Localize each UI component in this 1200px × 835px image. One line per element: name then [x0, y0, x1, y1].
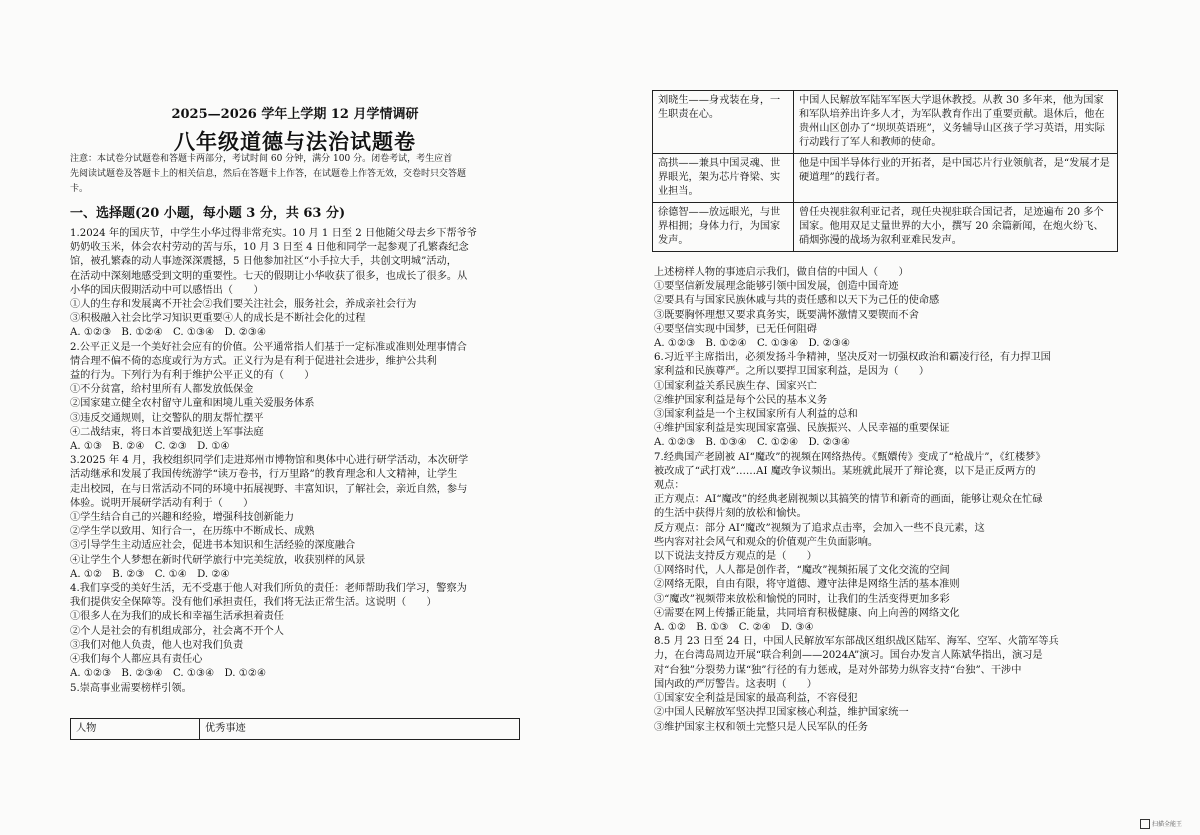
watermark-text: 扫描全能王	[1151, 820, 1182, 828]
question-line: A. ①② B. ②③ C. ①④ D. ②④	[70, 568, 230, 580]
question-line: ②个人是社会的有机组成部分，社会离不开个人	[70, 625, 284, 637]
question-line: 国内政的严厉警告。这表明（ ）	[654, 678, 817, 690]
question-line: A. ①②③ B. ①②④ C. ①③④ D. ②③④	[654, 338, 851, 350]
question-line: ④要坚信实现中国梦，已无任何阻碍	[654, 323, 817, 335]
role-model-table-header	[70, 718, 520, 740]
table-header-deeds: 优秀事迹	[200, 719, 520, 740]
question-line: ④我们每个人都应具有责任心	[70, 654, 203, 666]
deeds-cell: 中国人民解放军陆军军医大学退休教授。从教 30 多年来，他为国家和军队培养出许多人才，为军队教育作出了重要贡献。退休后，他在贵州山区创办了“坝坝英语班”，义务辅导山区孩子学习英语，用实际行动践行了军人和教师的使命。	[794, 91, 1118, 154]
question-line: A. ①②③ B. ①③④ C. ①②④ D. ②③④	[654, 437, 851, 449]
qr-code-icon	[1140, 819, 1150, 829]
exam-title: 八年级道德与法治试题卷	[174, 129, 416, 154]
question-line: A. ①② B. ①③ C. ②④ D. ③④	[654, 622, 814, 634]
question-line: 反方观点：部分 AI“魔改”视频为了追求点击率，会加入一些不良元素，这	[654, 522, 985, 534]
question-line: A. ①②③ B. ①②④ C. ①③④ D. ②③④	[70, 327, 267, 339]
table-row	[71, 719, 520, 740]
question-line: 在活动中深刻地感受到文明的重要性。七天的假期让小华收获了很多，也成长了很多。从	[70, 270, 468, 282]
role-model-table	[652, 90, 1118, 252]
table-header-person: 人物	[71, 719, 200, 740]
right-questions	[654, 266, 1116, 735]
question-line: ④维护国家利益是实现国家富强、民族振兴、人民幸福的重要保证	[654, 423, 950, 435]
question-line: ①不分贫富，给村里所有人都发放低保金	[70, 384, 254, 396]
question-line: 情合理不偏不倚的态度或行为方式。正义行为是有利于促进社会进步，维护公共利	[70, 355, 437, 367]
question-line: 体验。说明开展研学活动有利于（ ）	[70, 497, 254, 509]
notice-line: 卡。	[70, 184, 89, 194]
question-line: ③既要胸怀理想又要求真务实，既要满怀激情又要锲而不舍	[654, 309, 919, 321]
question-line: ③积极融入社会比学习知识更重要④人的成长是不断社会化的过程	[70, 313, 366, 325]
question-line: 走出校园，在与日常活动不同的环境中拓展视野、丰富知识，了解社会，亲近自然，参与	[70, 483, 468, 495]
question-line: 对“台独”分裂势力谋“独”行径的有力惩戒，是对外部势力纵容支持“台独”、干涉中	[654, 664, 1022, 676]
table-row	[653, 203, 1118, 252]
question-line: A. ①③ B. ②④ C. ②③ D. ①④	[70, 441, 230, 453]
question-line: ③我们对他人负责，他人也对我们负责	[70, 639, 244, 651]
section-title: 一、选择题(20 小题，每小题 3 分，共 63 分)	[70, 206, 346, 221]
question-line: 我们提供安全保障等。没有他们承担责任，我们将无法正常生活。这说明（ ）	[70, 597, 437, 609]
question-line: 的生活中获得片刻的放松和愉快。	[654, 508, 807, 520]
question-line: ①国家安全利益是国家的最高利益，不容侵犯	[654, 693, 858, 705]
question-line: A. ①②③ B. ②③④ C. ①③④ D. ①②④	[70, 668, 267, 680]
question-line: ①学生结合自己的兴趣和经验，增强科技创新能力	[70, 512, 295, 524]
question-line: 奶奶收玉米，体会农村劳动的苦与乐，10 月 3 日至 4 日他和同学一起参观了孔繁森纪念	[70, 242, 469, 254]
question-line: ③维护国家主权和领土完整只是人民军队的任务	[654, 721, 868, 733]
question-line: ④让学生个人梦想在新时代研学旅行中完美绽放，收获别样的风景	[70, 554, 366, 566]
question-line: 6.习近平主席指出，必须发扬斗争精神，坚决反对一切强权政治和霸凌行径，有力捍卫国	[654, 352, 1051, 364]
question-line: 5.崇高事业需要榜样引领。	[70, 682, 192, 694]
left-questions	[70, 227, 520, 696]
question-line: ④二战结束，将日本首要战犯送上军事法庭	[70, 426, 264, 438]
question-line: 2.公平正义是一个美好社会应有的价值。公平通常指人们基于一定标准或准则处理事情合	[70, 341, 467, 353]
exam-subtitle: 2025—2026 学年上学期 12 月学情调研	[171, 107, 419, 122]
question-line: 被改成了“武打戏”……AI 魔改争议频出。某班就此展开了辩论赛，以下是正反两方的	[654, 465, 1036, 477]
question-line: 以下说法支持反方观点的是（ ）	[654, 551, 817, 563]
question-line: ③引导学生主动适应社会，促进书本知识和生活经验的深度融合	[70, 540, 356, 552]
exam-notice	[70, 152, 520, 197]
person-cell: 刘晓生——身戎装在身，一生职责在心。	[653, 91, 794, 154]
question-line: ②维护国家利益是每个公民的基本义务	[654, 394, 828, 406]
question-line: 力，在台湾岛周边开展“联合利剑——2024A”演习。国台办发言人陈斌华指出，演习是	[654, 650, 1043, 662]
question-line: 4.我们享受的美好生活，无不受惠于他人对我们所负的责任：老师帮助我们学习，警察为	[70, 583, 467, 595]
person-cell: 徐德智——放远眼光，与世界相拥；身体力行，为国家发声。	[653, 203, 794, 252]
question-line: 小华的国庆假期活动中可以感悟出（ ）	[70, 284, 264, 296]
question-line: ③国家利益是一个主权国家所有人利益的总和	[654, 409, 858, 421]
question-line: 益的行为。下列行为有利于维护公平正义的有（ ）	[70, 370, 315, 382]
question-line: ①网络时代，人人都是创作者，“魔改”视频拓展了文化交流的空间	[654, 565, 950, 577]
deeds-cell: 曾任央视驻叙利亚记者，现任央视驻联合国记者，足迹遍布 20 多个国家。他用双足丈量世界的大小，撰写 20 余篇新闻，在炮火纷飞、硝烟弥漫的战场为叙利亚难民发声。	[794, 203, 1118, 252]
question-line: ②要具有与国家民族休戚与共的责任感和以天下为己任的使命感	[654, 295, 940, 307]
question-line: ②网络无限，自由有限，将守道德、遵守法律是网络生活的基本准则	[654, 579, 960, 591]
question-line: ③违反交通规则，让交警队的朋友帮忙摆平	[70, 412, 264, 424]
question-line: 观点：	[654, 480, 685, 492]
question-line: 馆，被孔繁森的动人事迹深深震撼，5 日他参加社区“小手拉大手，共创文明城”活动，	[70, 256, 457, 268]
question-line: ③“魔改”视频带来放松和愉悦的同时，让我们的生活变得更加多彩	[654, 593, 950, 605]
table-row	[653, 154, 1118, 203]
table-row	[653, 91, 1118, 154]
question-line: ②国家建立健全农村留守儿童和困境儿重关爱服务体系	[70, 398, 315, 410]
question-line: ①国家利益关系民族生存、国家兴亡	[654, 380, 817, 392]
question-line: 7.经典国产老剧被 AI“魔改”的视频在网络热传。《甄嬛传》变成了“枪战片”，《红楼梦》	[654, 451, 1046, 463]
question-line: 上述榜样人物的事迹启示我们，做自信的中国人（ ）	[654, 267, 909, 278]
question-line: ①很多人在为我们的成长和幸福生活承担着责任	[70, 611, 284, 623]
question-line: 8.5 月 23 日至 24 日，中国人民解放军东部战区组织战区陆军、海军、空军、火箭军等兵	[654, 636, 1059, 648]
question-line: 些内容对社会风气和观众的价值观产生负面影响。	[654, 536, 879, 548]
notice-line: 先阅读试题卷及答题卡上的相关信息，然后在答题卡上作答，在试题卷上作答无效，交卷时只交答题	[70, 169, 467, 179]
question-line: ①要坚信新发展理念能够引领中国发展，创造中国奇迹	[654, 281, 899, 293]
question-line: 活动继承和发展了我国传统游学“读万卷书，行万里路”的教育理念和人文精神，让学生	[70, 469, 458, 481]
question-line: 3.2025 年 4 月，我校组织同学们走进郑州市博物馆和奥体中心进行研学活动，本次研学	[70, 455, 469, 467]
question-line: ②中国人民解放军坚决捍卫国家核心利益，维护国家统一	[654, 707, 909, 719]
question-line: 家利益和民族尊严。之所以要捍卫国家利益，是因为（ ）	[654, 366, 930, 378]
question-line: ②学生学以致用、知行合一，在历练中不断成长、成熟	[70, 526, 315, 538]
question-line: 1.2024 年的国庆节，中学生小华过得非常充实。10 月 1 日至 2 日他随父母去乡下帮爷爷	[70, 228, 477, 239]
scanner-watermark	[1140, 819, 1182, 830]
person-cell: 高拱——兼具中国灵魂、世界眼光，架为芯片脊梁、实业担当。	[653, 154, 794, 203]
question-line: ④需要在网上传播正能量，共同培育积极健康、向上向善的网络文化	[654, 607, 960, 619]
deeds-cell: 他是中国半导体行业的开拓者，是中国芯片行业领航者，是“发展才是硬道理”的践行者。	[794, 154, 1118, 203]
question-line: ①人的生存和发展离不开社会②我们要关注社会，服务社会，养成亲社会行为	[70, 299, 417, 311]
notice-line: 注意：本试卷分试题卷和答题卡两部分，考试时间 60 分钟，满分 100 分。闭卷考试，考生应首	[70, 154, 453, 164]
question-line: 正方观点：AI“魔改”的经典老剧视频以其搞笑的情节和新奇的画面，能够让观众在忙碌	[654, 494, 1043, 506]
